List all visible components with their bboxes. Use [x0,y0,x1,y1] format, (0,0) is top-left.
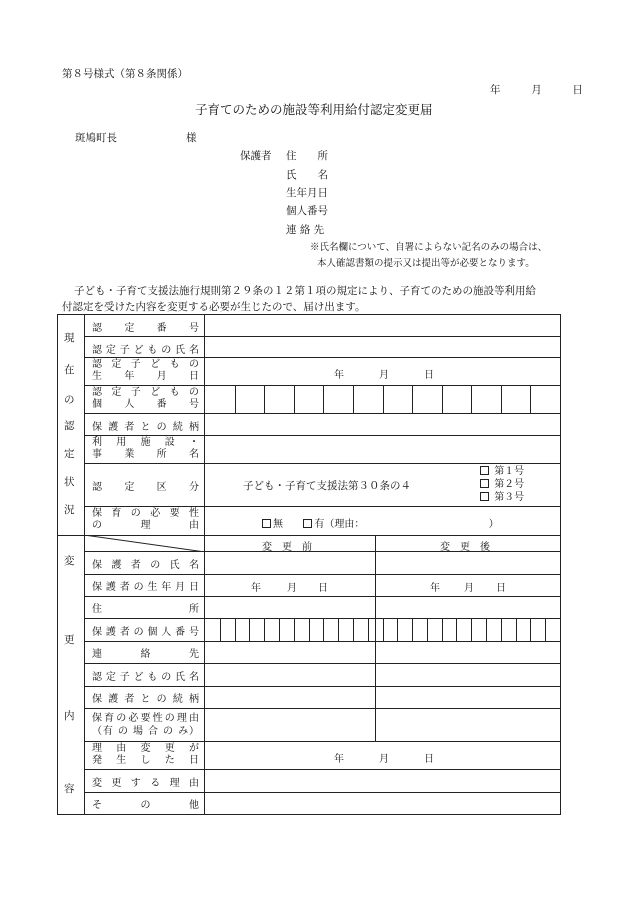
digit-divider [353,619,354,641]
side-char: 認 [64,420,75,432]
digit-divider [412,386,413,413]
guardian-personal-no-label: 個人番号 [286,205,328,217]
guardian-note-1: ※氏名欄について、自署によらない記名のみの場合は、 [310,242,548,253]
label-guardian-pno: 保護者の個人番号 [92,626,199,638]
checkbox-icon[interactable] [480,492,489,501]
header-after: 変 更 後 [440,542,490,553]
digit-divider [383,619,384,641]
digit-divider [530,619,531,641]
occurred-year[interactable]: 年 [334,754,344,765]
digit-divider [471,386,472,413]
side-char: 在 [64,364,75,376]
birth-before-year[interactable]: 年 [251,583,261,594]
digit-divider [368,619,369,641]
side-char: 更 [64,634,75,646]
necessity-options [262,515,499,530]
label-change-necessity: 保育の必要性の理由 （有 の 場 合 の み） [92,713,199,737]
side-char: の [64,394,75,406]
label-guardian-name: 保 護 者 の 氏 名 [92,559,199,571]
label-guardian-birth: 保護者の生年月日 [92,581,199,593]
necessity-close-paren: ） [488,519,499,530]
label-change-child-name: 認定子どもの氏名 [92,671,199,683]
digit-divider [264,386,265,413]
label-category: 認 定 区 分 [92,481,199,493]
label-address: 住 所 [92,603,199,615]
label-child-pno: 認 定 子 ど も の 個 人 番 号 [92,387,199,410]
digit-divider [220,619,221,641]
label-occurred-date: 理 由 変 更 が 発 生 し た 日 [92,743,199,766]
child-birth-month[interactable]: 月 [379,370,389,381]
checkbox-icon[interactable] [480,479,489,488]
digit-divider [235,619,236,641]
intro-line-1: 子ども・子育て支援法施行規則第２９条の１２第１項の規定により、子育てのための施設等利用給 [74,285,536,297]
checkbox-icon[interactable] [262,519,271,528]
digit-divider [264,619,265,641]
child-birth-day[interactable]: 日 [424,370,434,381]
digit-divider [294,619,295,641]
digit-divider [486,619,487,641]
side-char: 変 [64,555,75,567]
label-necessity: 保 育 の 必 要 性 の 理 由 [92,508,199,531]
label-change-reason: 変 更 す る 理 由 [92,777,199,789]
category-option-3[interactable]: 第３号 [480,491,524,504]
birth-before-month[interactable]: 月 [287,583,297,594]
occurred-day[interactable]: 日 [424,754,434,765]
digit-divider [309,619,310,641]
side-char: 現 [64,332,75,344]
header-before: 変 更 前 [262,542,312,553]
submission-date [490,82,583,97]
header-diagonal [84,535,205,552]
guardian-note-2: 本人確認書類の提示又は提出等が必要となります。 [317,258,535,269]
date-year: 年 [490,84,501,96]
birth-after-month[interactable]: 月 [464,583,474,594]
checkbox-icon[interactable] [480,466,489,475]
intro-line-2: 付認定を受けた内容を変更する必要が生じたので、届け出ます。 [62,301,366,313]
category-options [480,465,524,504]
side-char: 容 [64,783,75,795]
form-title: 子育てのための施設等利用給付認定変更届 [195,102,433,117]
category-option-2[interactable]: 第２号 [480,478,524,491]
digit-divider [249,619,250,641]
guardian-birth-label: 生年月日 [286,187,328,199]
side-char: 定 [64,448,75,460]
guardian-name-label: 氏 名 [286,169,328,181]
birth-after-day[interactable]: 日 [496,583,506,594]
side-char: 況 [64,504,75,516]
digit-divider [530,386,531,413]
digit-divider [545,619,546,641]
digit-divider [383,386,384,413]
digit-divider [353,386,354,413]
addressee-honorific: 様 [186,132,197,144]
digit-divider [294,386,295,413]
digit-divider [442,619,443,641]
side-char: 状 [64,476,75,488]
digit-divider [323,386,324,413]
digit-divider [279,619,280,641]
birth-before-day[interactable]: 日 [318,583,328,594]
label-facility: 利 用 施 設 ・ 事 業 所 名 [92,437,199,460]
digit-divider [412,619,413,641]
date-day: 日 [572,84,583,96]
occurred-month[interactable]: 月 [379,754,389,765]
label-child-birth: 認 定 子 ど も の 生 年 月 日 [92,359,199,382]
label-other: そ の 他 [92,799,199,811]
guardian-label: 保護者 [240,150,272,162]
label-contact: 連 絡 先 [92,648,199,660]
side-char: 内 [64,710,75,722]
digit-divider [338,619,339,641]
guardian-address-label: 住 所 [286,150,328,162]
digit-divider [501,619,502,641]
necessity-yes-option[interactable]: 有（理由： [303,519,364,530]
birth-after-year[interactable]: 年 [430,583,440,594]
digit-divider [235,386,236,413]
category-option-1[interactable]: 第１号 [480,465,524,478]
necessity-none-option[interactable]: 無 [262,519,283,530]
form-number: 第８号様式（第８条関係） [62,68,188,80]
digit-divider [442,386,443,413]
digit-divider [471,619,472,641]
digit-divider [501,386,502,413]
digit-divider [427,619,428,641]
date-month: 月 [531,84,542,96]
label-change-relation: 保護者との続柄 [92,693,199,705]
digit-divider [516,619,517,641]
guardian-contact-label: 連 絡 先 [286,224,325,236]
digit-divider [323,619,324,641]
addressee-town: 斑鳩町長 [75,132,117,144]
digit-divider [397,619,398,641]
label-relation: 保護者との続柄 [92,421,199,433]
checkbox-icon[interactable] [303,519,312,528]
label-cert-number: 認 定 番 号 [92,322,199,334]
label-child-name: 認定子どもの氏名 [92,344,199,356]
category-text: 子ども・子育て支援法第３０条の４ [243,480,411,492]
child-birth-year[interactable]: 年 [334,370,344,381]
digit-divider [456,619,457,641]
